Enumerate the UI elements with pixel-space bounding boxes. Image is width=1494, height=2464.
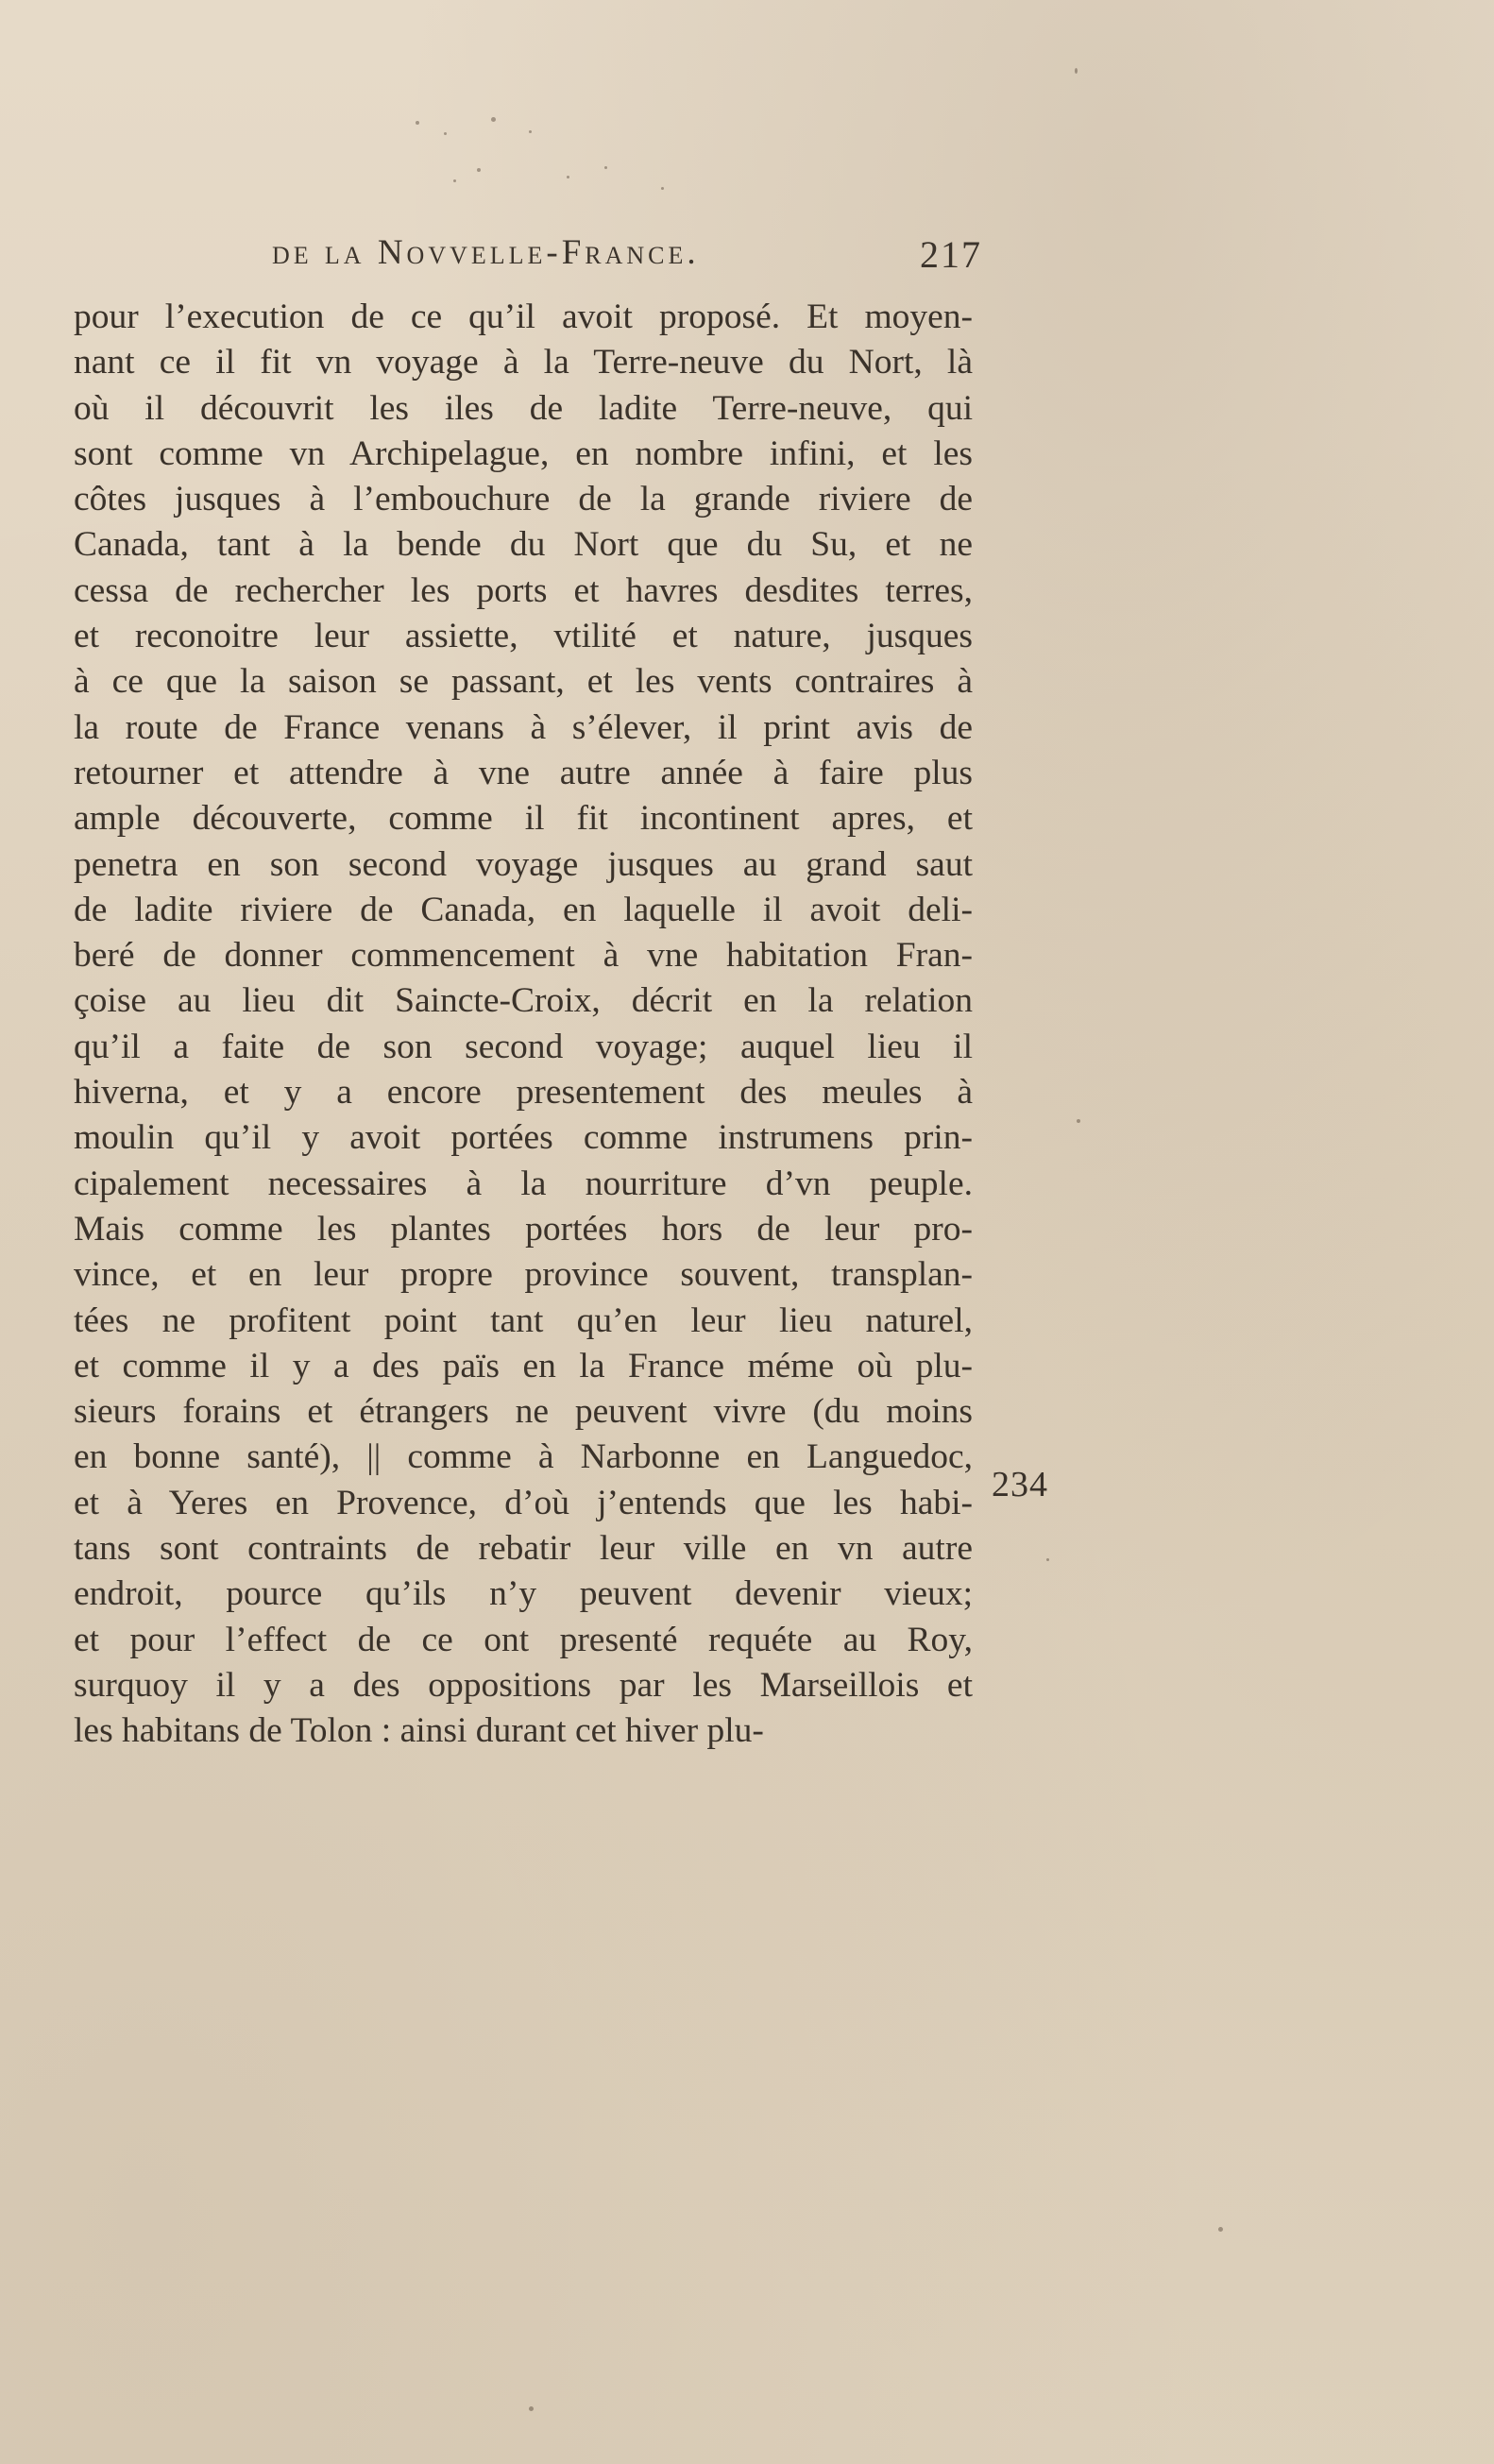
- text-line: tées ne profitent point tant qu’en leur lieu naturel,: [74, 1300, 973, 1340]
- paper-speck: [1046, 1558, 1049, 1561]
- text-line: endroit, pource qu’ils n’y peuvent devenir vieux;: [74, 1574, 973, 1614]
- text-line: çoise au lieu dit Saincte-Croix, décrit en la relation: [74, 981, 973, 1021]
- paper-speck: [1218, 2227, 1223, 2232]
- text-line: hiverna, et y a encore presentement des meules à: [74, 1073, 973, 1113]
- text-line: de ladite riviere de Canada, en laquelle il avoit deli-: [74, 890, 973, 929]
- text-line: pour l’execution de ce qu’il avoit proposé. Et moyen-: [74, 297, 973, 336]
- text-line: cipalement necessaires à la nourriture d’vn peuple.: [74, 1164, 973, 1203]
- body-text: [74, 295, 973, 1755]
- text-line: et comme il y a des païs en la France méme où plu-: [74, 1346, 973, 1385]
- text-line: nant ce il fit vn voyage à la Terre-neuve du Nort, là: [74, 343, 973, 382]
- paper-speck: [444, 132, 447, 135]
- text-line: retourner et attendre à vne autre année à faire plus: [74, 753, 973, 792]
- running-title: de la Novvelle-France.: [272, 233, 700, 272]
- text-line: à ce que la saison se passant, et les vents contraires à: [74, 662, 973, 702]
- paper-speck: [661, 187, 664, 190]
- text-line: côtes jusques à l’embouchure de la grande riviere de: [74, 480, 973, 519]
- paper-speck: [491, 117, 496, 122]
- text-line: surquoy il y a des oppositions par les Marseillois et: [74, 1665, 973, 1705]
- paper-speck: [477, 168, 481, 172]
- text-line: vince, et en leur propre province souvent, transplan-: [74, 1255, 973, 1295]
- text-line: et reconoitre leur assiette, vtilité et nature, jusques: [74, 617, 973, 656]
- paper-speck: [529, 130, 532, 133]
- paper-speck: [416, 121, 419, 125]
- text-line: où il découvrit les iles de ladite Terre-neuve, qui: [74, 388, 973, 428]
- text-line: sieurs forains et étrangers ne peuvent vivre (du moins: [74, 1392, 973, 1432]
- paper-speck: [1075, 68, 1078, 74]
- text-line: les habitans de Tolon : ainsi durant cet hiver plu-: [74, 1711, 764, 1751]
- text-line: en bonne santé), || comme à Narbonne en Languedoc,: [74, 1437, 973, 1477]
- paper-speck: [567, 176, 569, 178]
- text-line: ample découverte, comme il fit incontinent apres, et: [74, 799, 973, 839]
- page-number: 217: [920, 233, 982, 276]
- running-head: [272, 227, 982, 283]
- margin-page-reference: 234: [992, 1465, 1048, 1504]
- text-line: Mais comme les plantes portées hors de leur pro-: [74, 1209, 973, 1249]
- paper-speck: [453, 179, 456, 182]
- text-line: cessa de rechercher les ports et havres desdites terres,: [74, 570, 973, 610]
- text-line: sont comme vn Archipelague, en nombre infini, et les: [74, 433, 973, 473]
- paper-speck: [529, 2406, 534, 2411]
- text-line: beré de donner commencement à vne habitation Fran-: [74, 936, 973, 976]
- text-line: et pour l’effect de ce ont presenté requéte au Roy,: [74, 1620, 973, 1659]
- paper-speck: [604, 166, 607, 169]
- text-line: penetra en son second voyage jusques au grand saut: [74, 844, 973, 884]
- text-line: moulin qu’il y avoit portées comme instrumens prin-: [74, 1118, 973, 1158]
- text-line: et à Yeres en Provence, d’où j’entends que les habi-: [74, 1483, 973, 1522]
- paper-speck: [1077, 1119, 1080, 1123]
- text-line: la route de France venans à s’élever, il print avis de: [74, 707, 973, 747]
- text-line: tans sont contraints de rebatir leur ville en vn autre: [74, 1529, 973, 1569]
- text-line: qu’il a faite de son second voyage; auquel lieu il: [74, 1027, 973, 1066]
- text-line: Canada, tant à la bende du Nort que du Su, et ne: [74, 525, 973, 565]
